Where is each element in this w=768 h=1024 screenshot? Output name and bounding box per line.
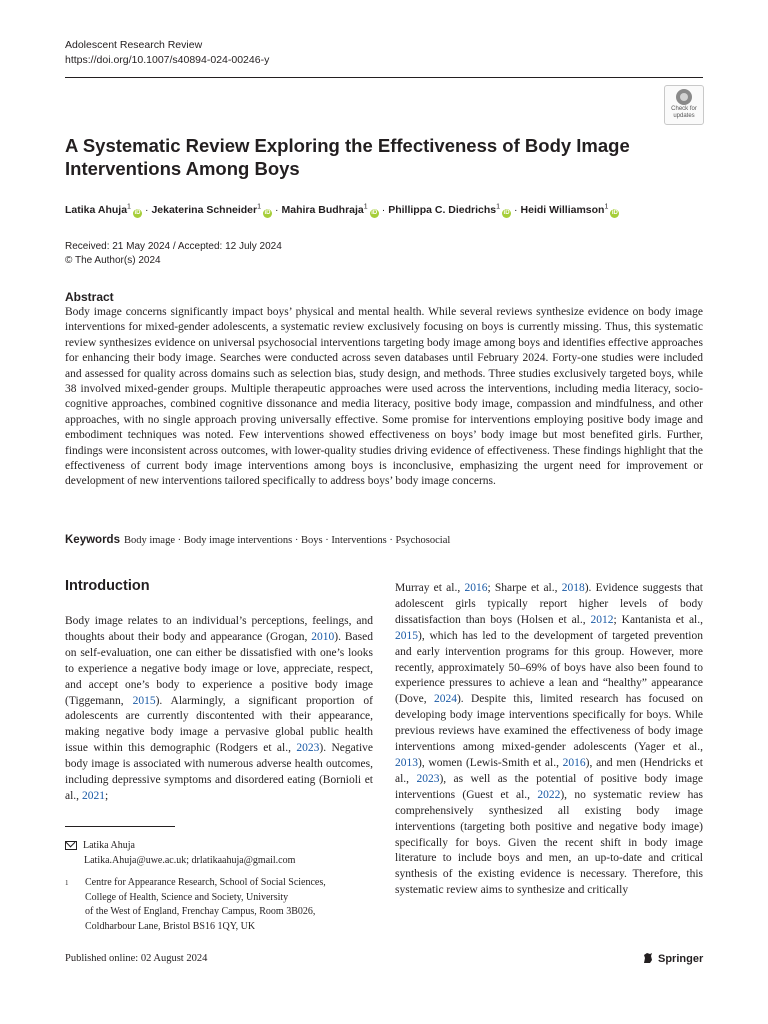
springer-horse-icon [642,952,654,964]
citation-link[interactable]: 2015 [132,694,156,707]
body-text: Body image relates to an individual’s perceptions, feelings, and thoughts about their body and appearance (Grogan, [65,615,373,643]
keywords-text: Body image · Body image interventions · Boys · Interventions · Psychosocial [123,535,451,546]
copyright: © The Author(s) 2024 [65,255,161,266]
doi-link[interactable]: https://doi.org/10.1007/s40894-024-00246-y [65,54,270,66]
body-text: ; Sharpe et al., [487,582,562,594]
affiliation-line: College of Health, Science and Society, University [85,891,289,903]
affiliation-line: of the West of England, Frenchay Campus, Room 3B026, [85,906,316,917]
citation-link[interactable]: 2010 [311,630,335,643]
body-text: ). Alarmingly, a significant proportion of adolescents are currently discontented with their appearance, making negative body image a pervasive global public health issue within this demographic (Rodgers et al., [65,694,373,755]
citation-link[interactable]: 2022 [537,788,561,801]
author-name[interactable]: Latika Ahuja [65,204,128,216]
author-name[interactable]: Mahira Budhraja [281,204,364,216]
citation-link[interactable]: 2016 [562,756,586,769]
received-accepted: Received: 21 May 2024 / Accepted: 12 July 2024 [65,241,282,252]
body-text: ; Kantanista et al., [613,613,703,626]
article-title: A Systematic Review Exploring the Effectiveness of Body Image Interventions Among Boys [65,135,630,179]
author-name[interactable]: Phillippa C. Diedrichs [388,204,497,216]
author-affiliation-marker: 1 [363,203,368,211]
orcid-icon[interactable]: iD [503,210,510,216]
body-text: Murray et al., [395,582,465,594]
citation-link[interactable]: 2023 [416,772,440,785]
affiliation-line: Centre for Appearance Research, School of Social Sciences, [85,877,326,888]
citation-link[interactable]: 2024 [433,693,457,706]
body-text: ), women (Lewis-Smith et al., [418,756,563,769]
orcid-icon[interactable]: iD [611,210,618,216]
body-text: ), which has led to the development of targeted prevention and early intervention programs for this group. However, more recently, approximately 50–69% of boys have also been found to experience pressures to achieve a lean and “healthy” appearance (Dove, [395,629,703,706]
check-for-updates-label: Check for updates [671,106,697,119]
correspondence [65,838,295,868]
correspondence-name: Latika Ahuja [83,840,135,851]
springer-logo [642,952,703,965]
orcid-icon[interactable]: iD [264,210,271,216]
body-text: ), and men (Hendricks et al., [395,756,703,785]
springer-label: Springer [658,953,704,965]
introduction-right-column [395,581,703,899]
author-separator: · [514,204,518,216]
body-text: ; [104,789,109,802]
citation-link[interactable]: 2016 [464,582,488,594]
body-text: ). Evidence suggests that adolescent girls typically report higher levels of body dissatisfaction than boys (Holsen et al., [395,582,703,626]
author-separator: · [381,204,386,216]
author-affiliation-marker: 1 [257,203,261,211]
abstract-text: Body image concerns significantly impact boys’ physical and mental health. While several reviews synthesize evidence on body image interventions for mixed-gender adolescents, a systematic review exclusively focusing on boys is currently missing. Thus, this systematic review synthesizes evidence on universal psychosocial interventions targeting body image among boys and identifies effective approaches for enhancing their body image. Searches were conducted across seven databases until February 2024. Forty-one studies were included and assessed for quality across domains such as selection bias, study design, and methods. Three studies exclusively targeted boys, while 38 involved mixed-gender groups. Multiple therapeutic approaches were used across the interventions, including media literacy, socio-cognitive approaches, combined cognitive dissonance and media literacy, positive body image, compassion and mindfulness, and other approaches, with no single approach proving universally effective. Some promise for interventions employing positive body image and embodiment techniques was noted. Few interventions showed effectiveness on boys’ body image but most benefited girls. Further, findings were inconsistent across outcomes, with lower-quality studies driving evidence of effectiveness. These findings highlight that the effectiveness of current body image interventions among boys is inconclusive, emphasizing the urgent need for improvement or development of new interventions tailored specifically to address boys’ body image concerns. [65,306,703,488]
author-separator: · [144,204,149,216]
introduction-heading: Introduction [65,578,150,594]
affiliation [65,876,326,934]
journal-header [65,38,269,68]
abstract-heading: Abstract [65,290,114,304]
body-text: ). Negative body image is associated with numerous adverse health outcomes, including depressive symptoms and disordered eating (Bornioli et al., [65,742,374,802]
keywords-heading: Keywords [65,534,120,546]
body-text: ). Based on self-evaluation, one can either be dissatisfied with one’s looks to experience a negative body image or love, appreciate, respect, and accept one’s body to experience a positive body image (Tiggemann, [65,630,373,707]
body-text: ). Despite this, limited research has focused on developing body image interventions specifically for boys. While previous reviews have examined the effectiveness of body image interventions among mixed-gender adolescents (Yager et al., [395,693,703,754]
citation-link[interactable]: 2018 [561,582,585,594]
footnote-rule [65,826,175,827]
author-affiliation-marker: 1 [127,203,131,211]
introduction-left-column [65,614,373,805]
correspondence-emails[interactable]: Latika.Ahuja@uwe.ac.uk; drlatikaahuja@gmail.com [84,855,296,866]
published-online: Published online: 02 August 2024 [65,953,208,964]
author-name[interactable]: Jekaterina Schneider [151,204,258,216]
article-dates [65,240,282,268]
check-for-updates-icon [676,89,692,105]
author-affiliation-marker: 1 [604,203,609,211]
keywords [65,533,703,548]
orcid-icon[interactable]: iD [134,210,141,216]
journal-name: Adolescent Research Review [65,39,203,51]
orcid-icon[interactable]: iD [371,210,378,216]
citation-link[interactable]: 2021 [81,789,105,802]
citation-link[interactable]: 2012 [590,613,614,626]
author-affiliation-marker: 1 [496,203,501,211]
body-text: ), no systematic review has comprehensively synthesized all existing body image interventions (targeting both positive and negative body image) specifically for boys. Given the recent shift in body image literature to include boys and men, an up-to-date and critical synthesis of the existing evidence is necessary. Therefore, this systematic review aims to synthesize and critically [395,788,703,897]
citation-link[interactable]: 2015 [395,629,418,642]
citation-link[interactable]: 2023 [296,742,320,755]
author-separator: · [275,204,279,216]
affiliation-text [85,876,326,934]
envelope-icon [65,841,77,850]
body-text: ), as well as the potential of positive body image interventions (Guest et al., [395,772,703,801]
affiliation-line: Coldharbour Lane, Bristol BS16 1QY, UK [85,920,256,932]
header-rule [65,77,703,78]
citation-link[interactable]: 2013 [395,756,418,769]
author-name[interactable]: Heidi Williamson [520,204,605,216]
check-for-updates-badge[interactable] [664,85,704,125]
affiliation-number: 1 [65,879,69,887]
author-list [65,202,705,218]
